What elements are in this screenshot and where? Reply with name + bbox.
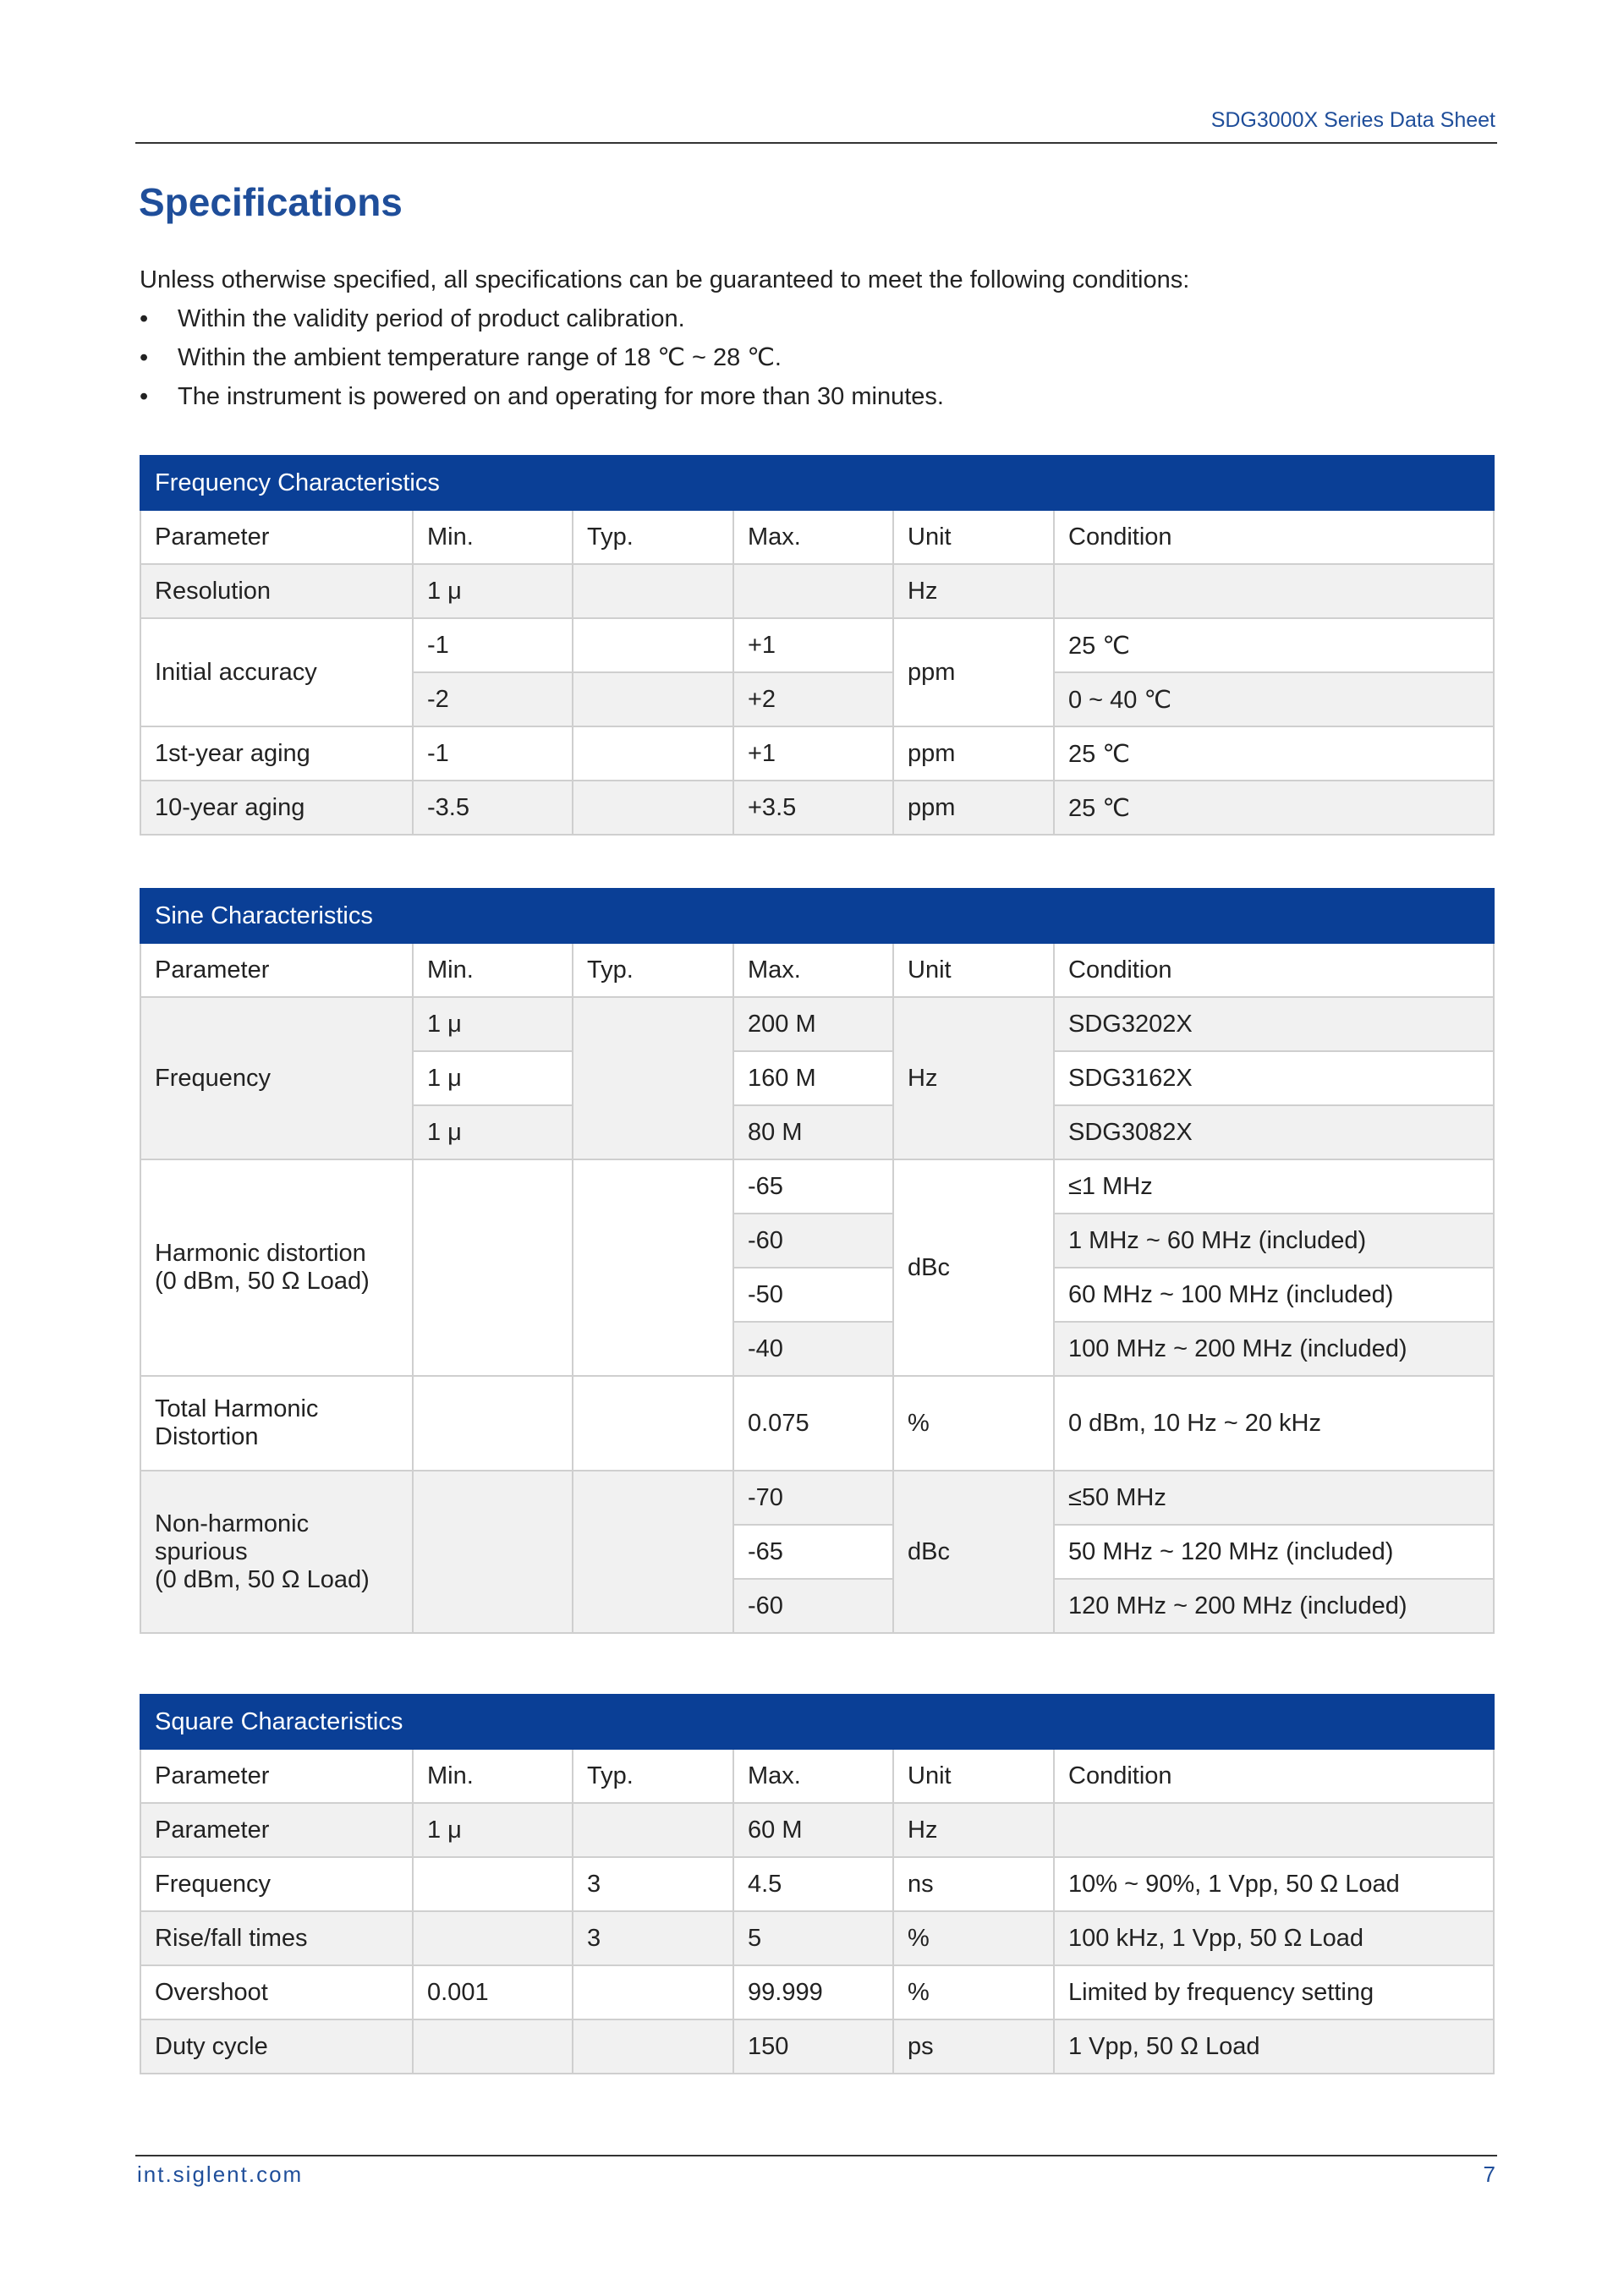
table-row: Frequency 1 μ 200 M Hz SDG3202X xyxy=(140,997,1494,1051)
table-row: Resolution 1 μ Hz xyxy=(140,564,1494,618)
spurious-label: Non-harmonic spurious (0 dBm, 50 Ω Load) xyxy=(140,1471,413,1633)
list-item: • The instrument is powered on and operating for more than 30 minutes. xyxy=(140,377,1189,416)
table-row: Rise/fall times 3 5 % 100 kHz, 1 Vpp, 50 Ω Load xyxy=(140,1911,1494,1965)
bullet-icon: • xyxy=(140,344,149,371)
table-row: -40 100 MHz ~ 200 MHz (included) xyxy=(140,1322,1494,1376)
table-row: Overshoot 0.001 99.999 % Limited by frequency setting xyxy=(140,1965,1494,2019)
table-row: -60 1 MHz ~ 60 MHz (included) xyxy=(140,1214,1494,1268)
table-row: Non-harmonic spurious (0 dBm, 50 Ω Load) -70 dBc ≤50 MHz xyxy=(140,1471,1494,1525)
harmonic-distortion-label: Harmonic distortion (0 dBm, 50 Ω Load) xyxy=(140,1159,413,1376)
table-row: 1st-year aging -1 +1 ppm 25 ℃ xyxy=(140,726,1494,781)
table-title: Sine Characteristics xyxy=(140,889,1494,943)
table-row: 1 μ 160 M SDG3162X xyxy=(140,1051,1494,1105)
page-number: 7 xyxy=(1483,2162,1495,2187)
bullet-icon: • xyxy=(140,383,149,410)
page-title: Specifications xyxy=(139,180,403,224)
sine-characteristics-table xyxy=(140,888,1495,1634)
conditions-list xyxy=(140,299,1189,416)
list-item: • Within the validity period of product calibration. xyxy=(140,299,1189,338)
intro-lead: Unless otherwise specified, all specifications can be guaranteed to meet the following conditions: xyxy=(140,266,1190,293)
intro-section xyxy=(140,260,1189,416)
header-doc-title: SDG3000X Series Data Sheet xyxy=(1210,108,1495,132)
table-title: Square Characteristics xyxy=(140,1695,1494,1749)
list-item: • Within the ambient temperature range of 18 ℃ ~ 28 ℃. xyxy=(140,338,1189,377)
table-row: -65 50 MHz ~ 120 MHz (included) xyxy=(140,1525,1494,1579)
table-row: -60 120 MHz ~ 200 MHz (included) xyxy=(140,1579,1494,1633)
thd-label: Total Harmonic Distortion xyxy=(140,1376,413,1471)
bullet-icon: • xyxy=(140,305,149,332)
table-row: -2 +2 0 ~ 40 ℃ xyxy=(140,672,1494,726)
table-row: Parameter 1 μ 60 M Hz xyxy=(140,1803,1494,1857)
table-row: Total Harmonic Distortion 0.075 % 0 dBm, 10 Hz ~ 20 kHz xyxy=(140,1376,1494,1471)
footer-site-link[interactable]: int.siglent.com xyxy=(137,2162,304,2187)
table-row: 1 μ 80 M SDG3082X xyxy=(140,1105,1494,1159)
table-header-row: Parameter Min. Typ. Max. Unit Condition xyxy=(140,510,1494,564)
table-row: Frequency 3 4.5 ns 10% ~ 90%, 1 Vpp, 50 Ω Load xyxy=(140,1857,1494,1911)
frequency-characteristics-table xyxy=(140,455,1495,836)
table-title: Frequency Characteristics xyxy=(140,456,1494,510)
table-row: -50 60 MHz ~ 100 MHz (included) xyxy=(140,1268,1494,1322)
table-header-row: Parameter Min. Typ. Max. Unit Condition xyxy=(140,1749,1494,1803)
header-divider xyxy=(135,142,1497,144)
table-header-row: Parameter Min. Typ. Max. Unit Condition xyxy=(140,943,1494,997)
table-row: Initial accuracy -1 +1 ppm 25 ℃ xyxy=(140,618,1494,672)
table-row: 10-year aging -3.5 +3.5 ppm 25 ℃ xyxy=(140,781,1494,835)
table-row: Harmonic distortion (0 dBm, 50 Ω Load) -65 dBc ≤1 MHz xyxy=(140,1159,1494,1214)
footer-divider xyxy=(135,2155,1497,2156)
table-row: Duty cycle 150 ps 1 Vpp, 50 Ω Load xyxy=(140,2019,1494,2074)
square-characteristics-table xyxy=(140,1694,1495,2074)
